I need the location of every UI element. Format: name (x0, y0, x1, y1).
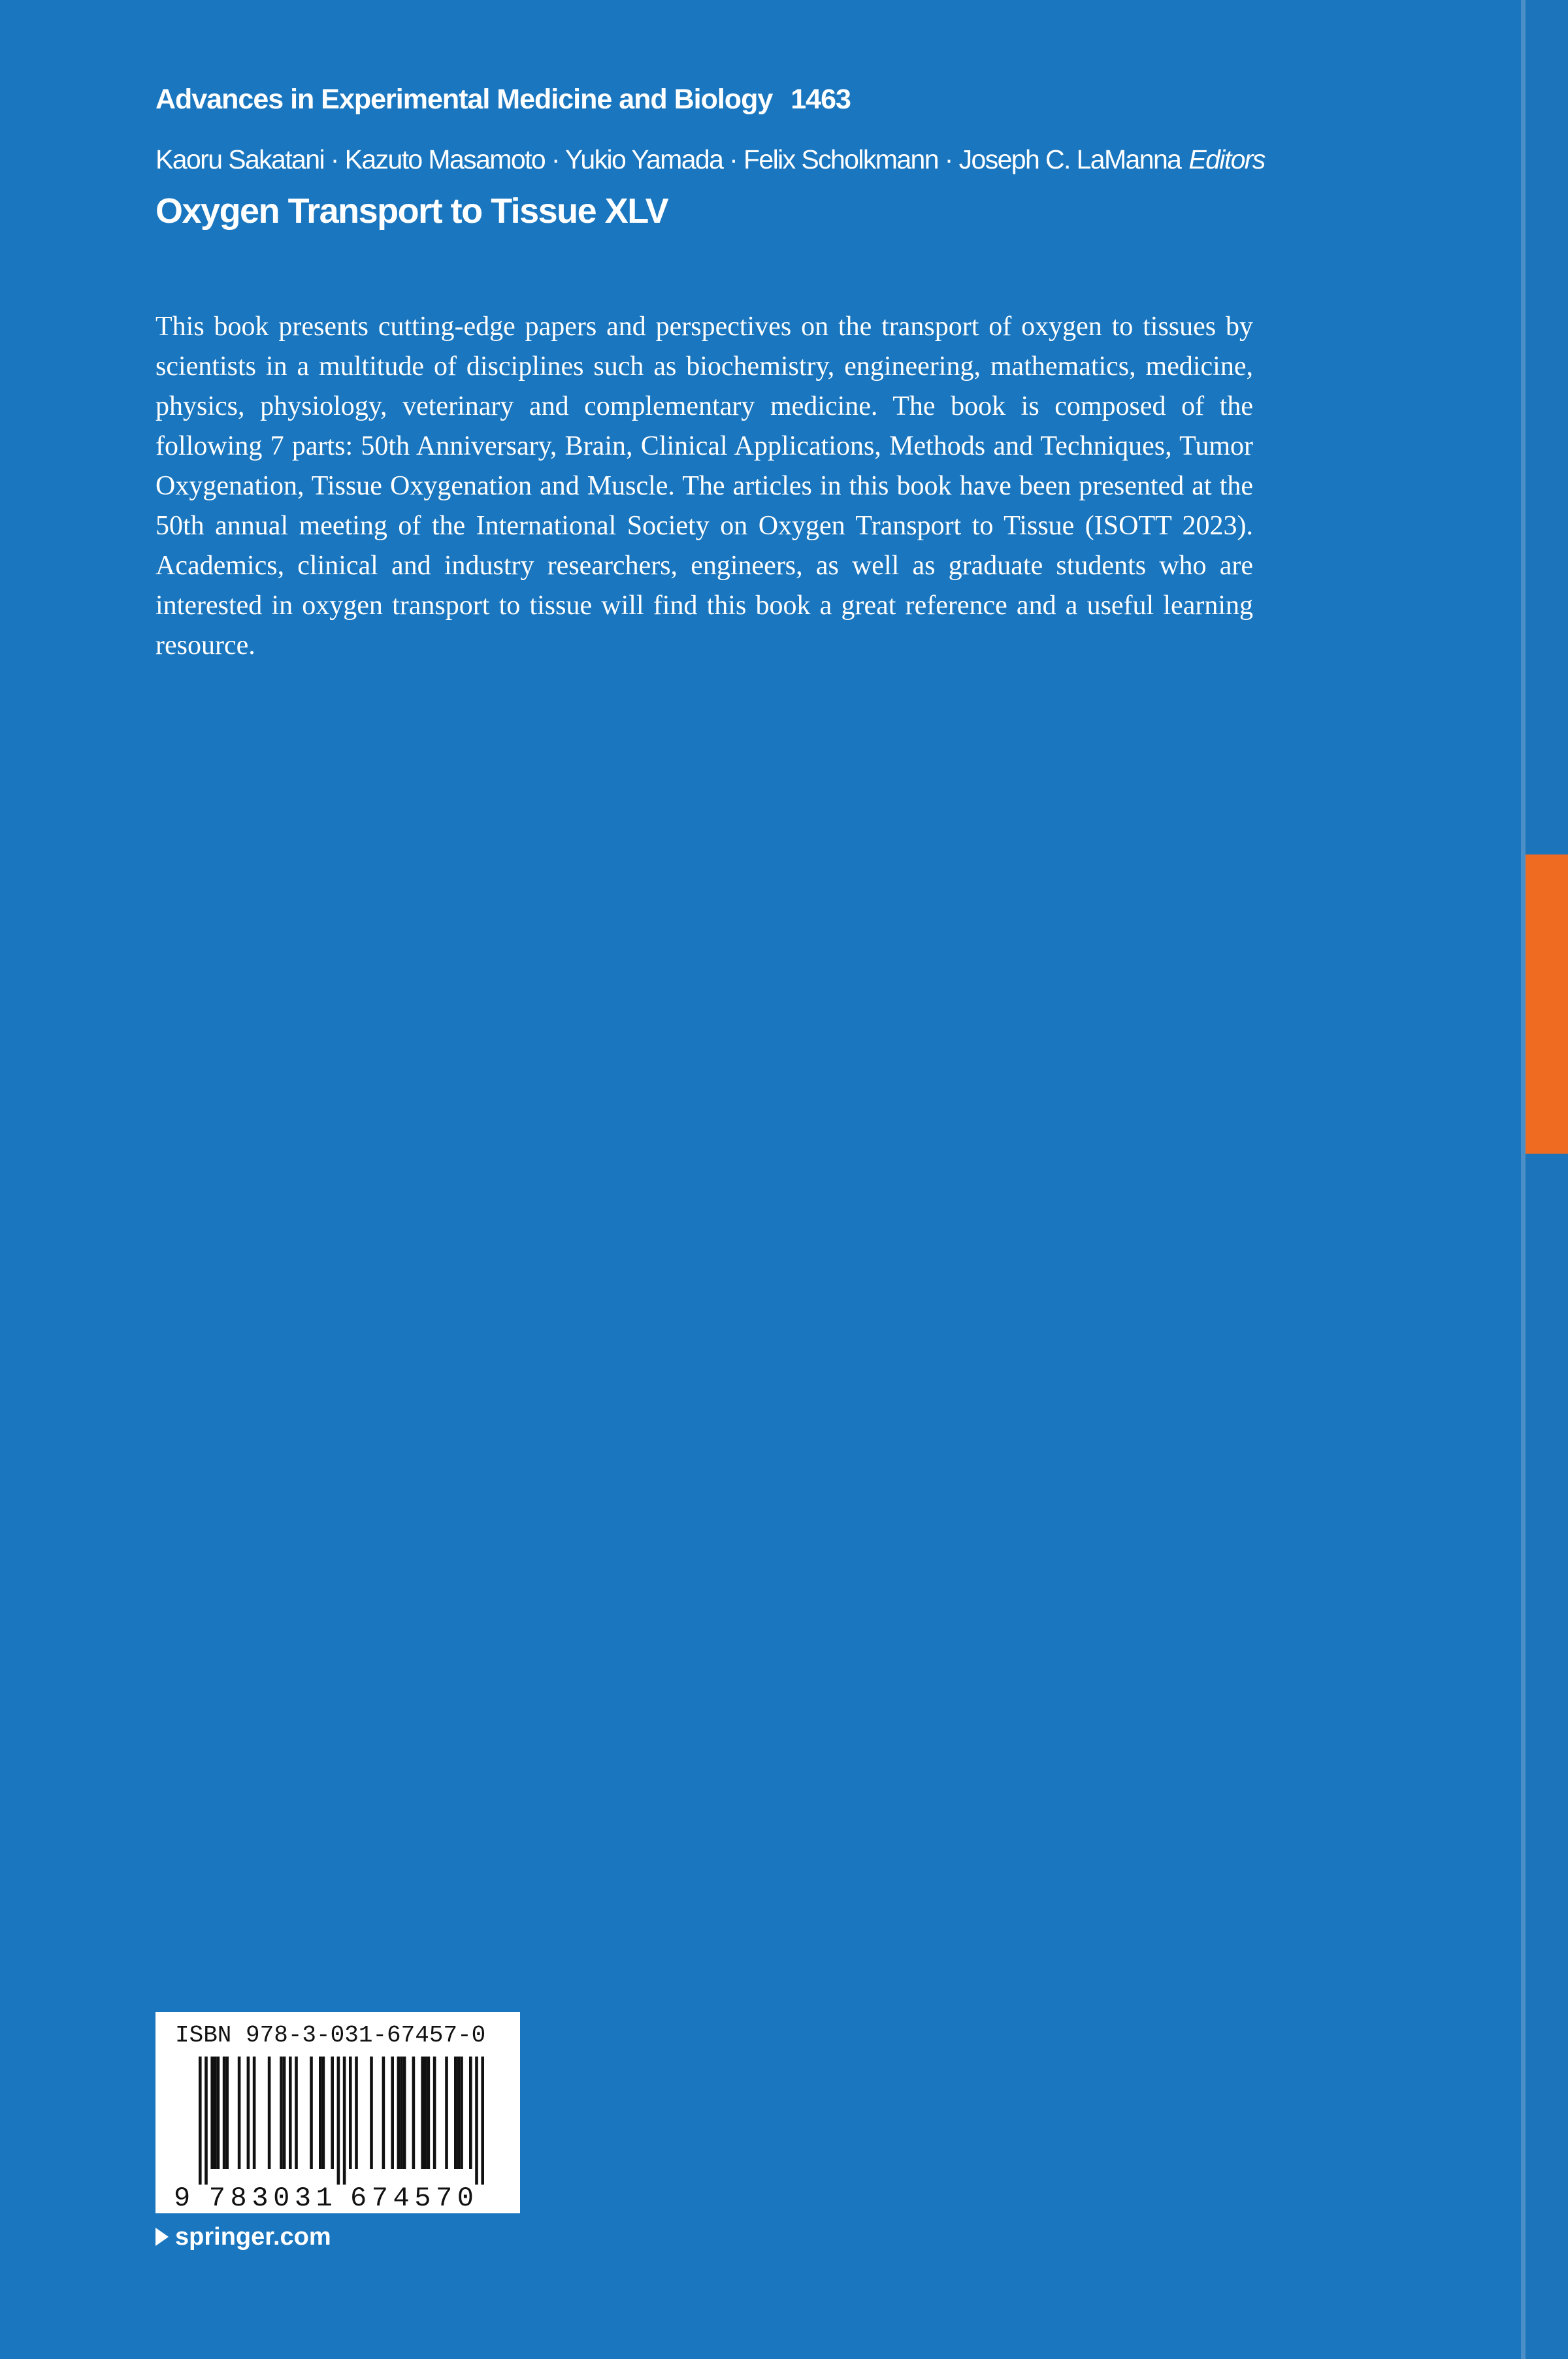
editor-names: Kaoru Sakatani · Kazuto Masamoto · Yukio Yamada · Felix Scholkmann · Joseph C. LaManna (155, 144, 1181, 174)
barcode-bar (421, 2057, 424, 2169)
isbn-barcode (155, 2012, 520, 2213)
barcode-bar (204, 2057, 208, 2185)
play-arrow-icon (155, 2228, 169, 2246)
barcode-bar (322, 2057, 325, 2169)
barcode-bar (289, 2057, 292, 2169)
barcode-bar (283, 2057, 286, 2169)
barcode-bar (247, 2057, 250, 2169)
barcode-bar (355, 2057, 358, 2169)
barcode-digits: 674570 (350, 2183, 474, 2213)
barcode-digits: 9 (174, 2183, 191, 2213)
barcode-bar (337, 2057, 340, 2185)
publisher-link[interactable] (155, 2219, 331, 2255)
barcode-bar (349, 2057, 352, 2169)
barcode-bar (400, 2057, 403, 2169)
series-line (155, 80, 851, 119)
book-description: This book presents cutting-edge papers and perspectives on the transport of oxygen to tissues by scientists in a multitude of disciplines such as biochemistry, engineering, mathematics, medicine, physics, physiology, veterinary and complementary medicine. The book is composed of the following 7 parts: 50th Anniversary, Brain, Clinical Applications, Methods and Techniques, Tumor Oxygenation, Tissue Oxygenation and Muscle. The articles in this book have been presented at the 50th annual meeting of the International Society on Oxygen Transport to Tissue (ISOTT 2023). Academics, clinical and industry researchers, engineers, as well as graduate students who are interested in oxygen transport to tissue will find this book a great reference and a useful learning resource. (155, 312, 1253, 660)
barcode-graphic (155, 2012, 520, 2213)
barcode-bar (457, 2057, 461, 2169)
barcode-bar (280, 2057, 283, 2169)
spine-strip (1526, 0, 1568, 2359)
barcode-bar (238, 2057, 241, 2169)
barcode-bar (268, 2057, 271, 2169)
barcode-bar (295, 2057, 298, 2169)
series-number: 1463 (791, 84, 851, 115)
barcode-digits: 783031 (208, 2183, 333, 2213)
series-name: Advances in Experimental Medicine and Biology (155, 84, 773, 115)
barcode-bar (253, 2057, 256, 2169)
barcode-bar (199, 2057, 202, 2185)
barcode-bar (445, 2057, 448, 2169)
barcode-bar (403, 2057, 406, 2169)
barcode-bar (370, 2057, 373, 2169)
barcode-bar (427, 2057, 431, 2169)
editors-role: Editors (1188, 144, 1265, 174)
barcode-bar (210, 2057, 214, 2169)
barcode-bar (225, 2057, 229, 2169)
barcode-bar (343, 2057, 346, 2185)
barcode-bar (481, 2057, 484, 2185)
publisher-url: springer.com (175, 2223, 331, 2251)
barcode-bar (460, 2057, 463, 2169)
barcode-bar (223, 2057, 226, 2169)
barcode-bar (433, 2057, 436, 2169)
barcode-bar (475, 2057, 478, 2185)
spine-edge-line (1521, 0, 1526, 2359)
barcode-bar (217, 2057, 220, 2169)
barcode-bar (424, 2057, 427, 2169)
isbn-label: ISBN 978-3-031-67457-0 (175, 2022, 486, 2049)
barcode-bar (382, 2057, 385, 2169)
barcode-bar (469, 2057, 472, 2169)
barcode-bar (331, 2057, 334, 2169)
editors-line (155, 140, 1265, 179)
barcode-bar (319, 2057, 322, 2169)
barcode-bar (412, 2057, 416, 2169)
book-title: Oxygen Transport to Tissue XLV (155, 191, 668, 231)
barcode-bar (391, 2057, 394, 2169)
orange-accent-tab (1526, 854, 1568, 1154)
barcode-bar (454, 2057, 457, 2169)
barcode-bar (214, 2057, 217, 2169)
barcode-bar (397, 2057, 400, 2169)
barcode-bar (310, 2057, 313, 2169)
